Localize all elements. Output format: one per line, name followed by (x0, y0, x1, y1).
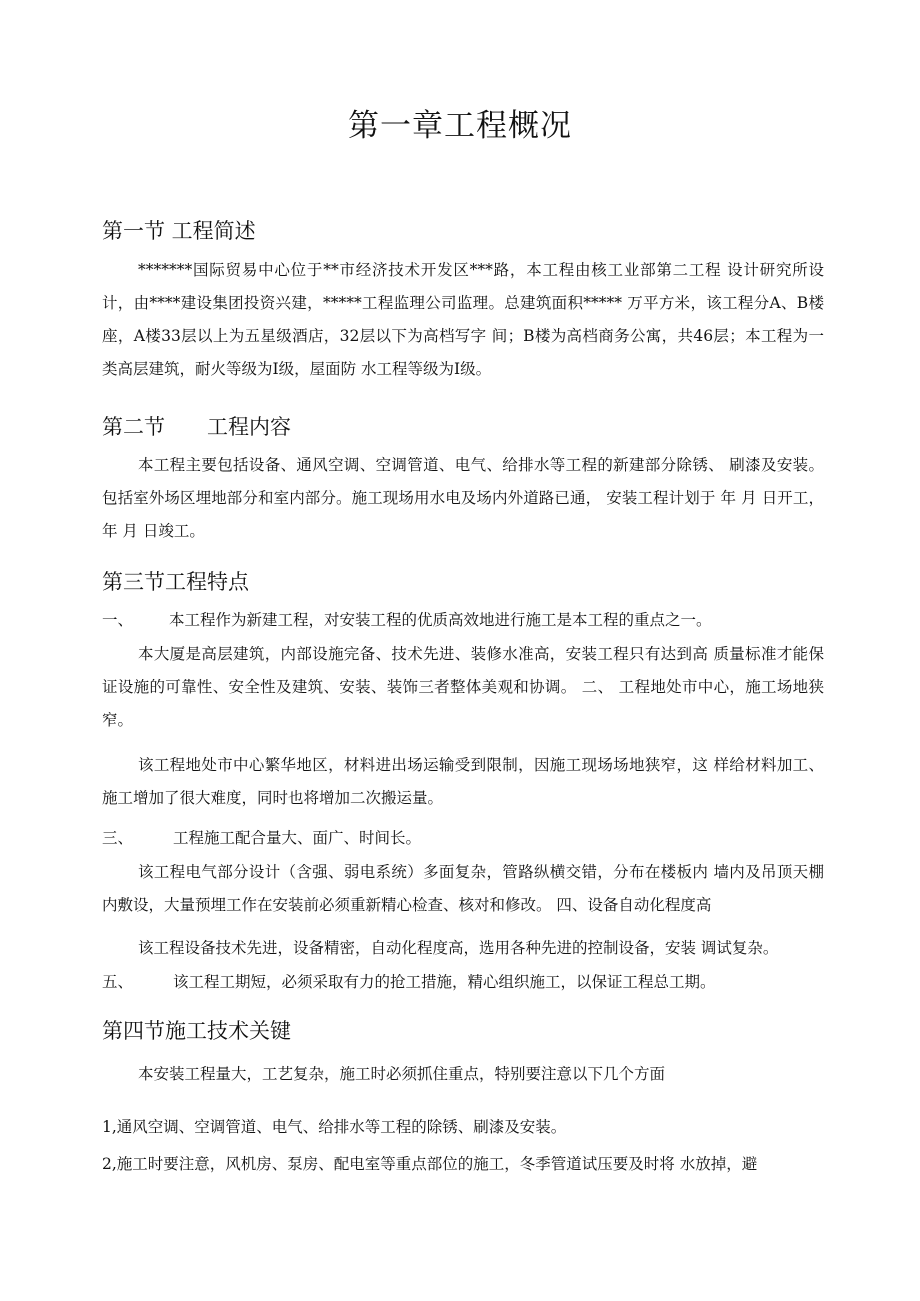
section-2-paragraph: 本工程主要包括设备、通风空调、空调管道、电气、给排水等工程的新建部分除锈、 刷漆及安装。包括室外场区埋地部分和室内部分。施工现场用水电及场内外道路已通， 安装工程计划于 年 月 日开工， 年 月 日竣工。 (102, 456, 824, 540)
feature-paragraph-2: 该工程地处市中心繁华地区，材料进出场运输受到限制，因施工现场场地狭窄，这 样给材料加工、施工增加了很大难度，同时也将增加二次搬运量。 (102, 756, 824, 807)
feature-paragraph-4: 该工程设备技术先进，设备精密，自动化程度高，选用各种先进的控制设备，安装 调试复杂。 (138, 939, 779, 957)
feature-item-text: 该工程工期短，必须采取有力的抢工措施，精心组织施工，以保证工程总工期。 (173, 973, 716, 991)
feature-item-text: 工程施工配合量大、面广、时间长。 (173, 829, 422, 847)
feature-item-marker: 三、 (102, 829, 134, 847)
section-heading-4: 第四节施工技术关键 (102, 1019, 291, 1043)
feature-item-5 (102, 970, 824, 994)
section-heading-3: 第三节工程特点 (102, 570, 249, 594)
feature-item-marker: 五、 (102, 973, 134, 991)
feature-item-text: 本工程作为新建工程，对安装工程的优质高效地进行施工是本工程的重点之一。 (169, 611, 712, 629)
feature-paragraph-3: 该工程电气部分设计（含强、弱电系统）多面复杂，管路纵横交错，分布在楼板内 墙内及吊顶天棚内敷设，大量预埋工作在安装前必须重新精心检查、核对和修改。 四、设备自动化程度高 (102, 863, 824, 914)
feature-item-3 (102, 826, 824, 850)
section-heading-2: 第二节 工程内容 (102, 415, 291, 439)
feature-paragraph-1: 本大厦是高层建筑，内部设施完备、技术先进、装修水准高，安装工程只有达到高 质量标准才能保证设施的可靠性、安全性及建筑、安装、装饰三者整体美观和协调。 二、 工程地处市中心，施工场地狭窄。 (102, 645, 824, 729)
key-point-2: 2,施工时要注意，风机房、泵房、配电室等重点部位的施工，冬季管道试压要及时将 水放掉，避 (102, 1155, 758, 1173)
section-4-intro: 本安装工程量大，工艺复杂，施工时必须抓住重点，特别要注意以下几个方面 (138, 1065, 666, 1083)
section-1-paragraph: *******国际贸易中心位于**市经济技术开发区***路，本工程由核工业部第二工程 设计研究所设计，由****建设集团投资兴建，*****工程监理公司监理。总建筑面积***** 万平方米，该工程分A、B楼座，A楼33层以上为五星级酒店，32层以下为高档写字 间；B楼为高档商务公寓，共46层；本工程为一类高层建筑，耐火等级为I级，屋面防 水工程等级为I级。 (102, 261, 824, 378)
chapter-title: 第一章工程概况 (348, 108, 572, 144)
feature-item-1 (102, 608, 824, 632)
key-point-1: 1,通风空调、空调管道、电气、给排水等工程的除锈、刷漆及安装。 (102, 1118, 567, 1136)
feature-item-marker: 一、 (102, 611, 134, 629)
section-heading-1: 第一节 工程简述 (102, 219, 256, 243)
